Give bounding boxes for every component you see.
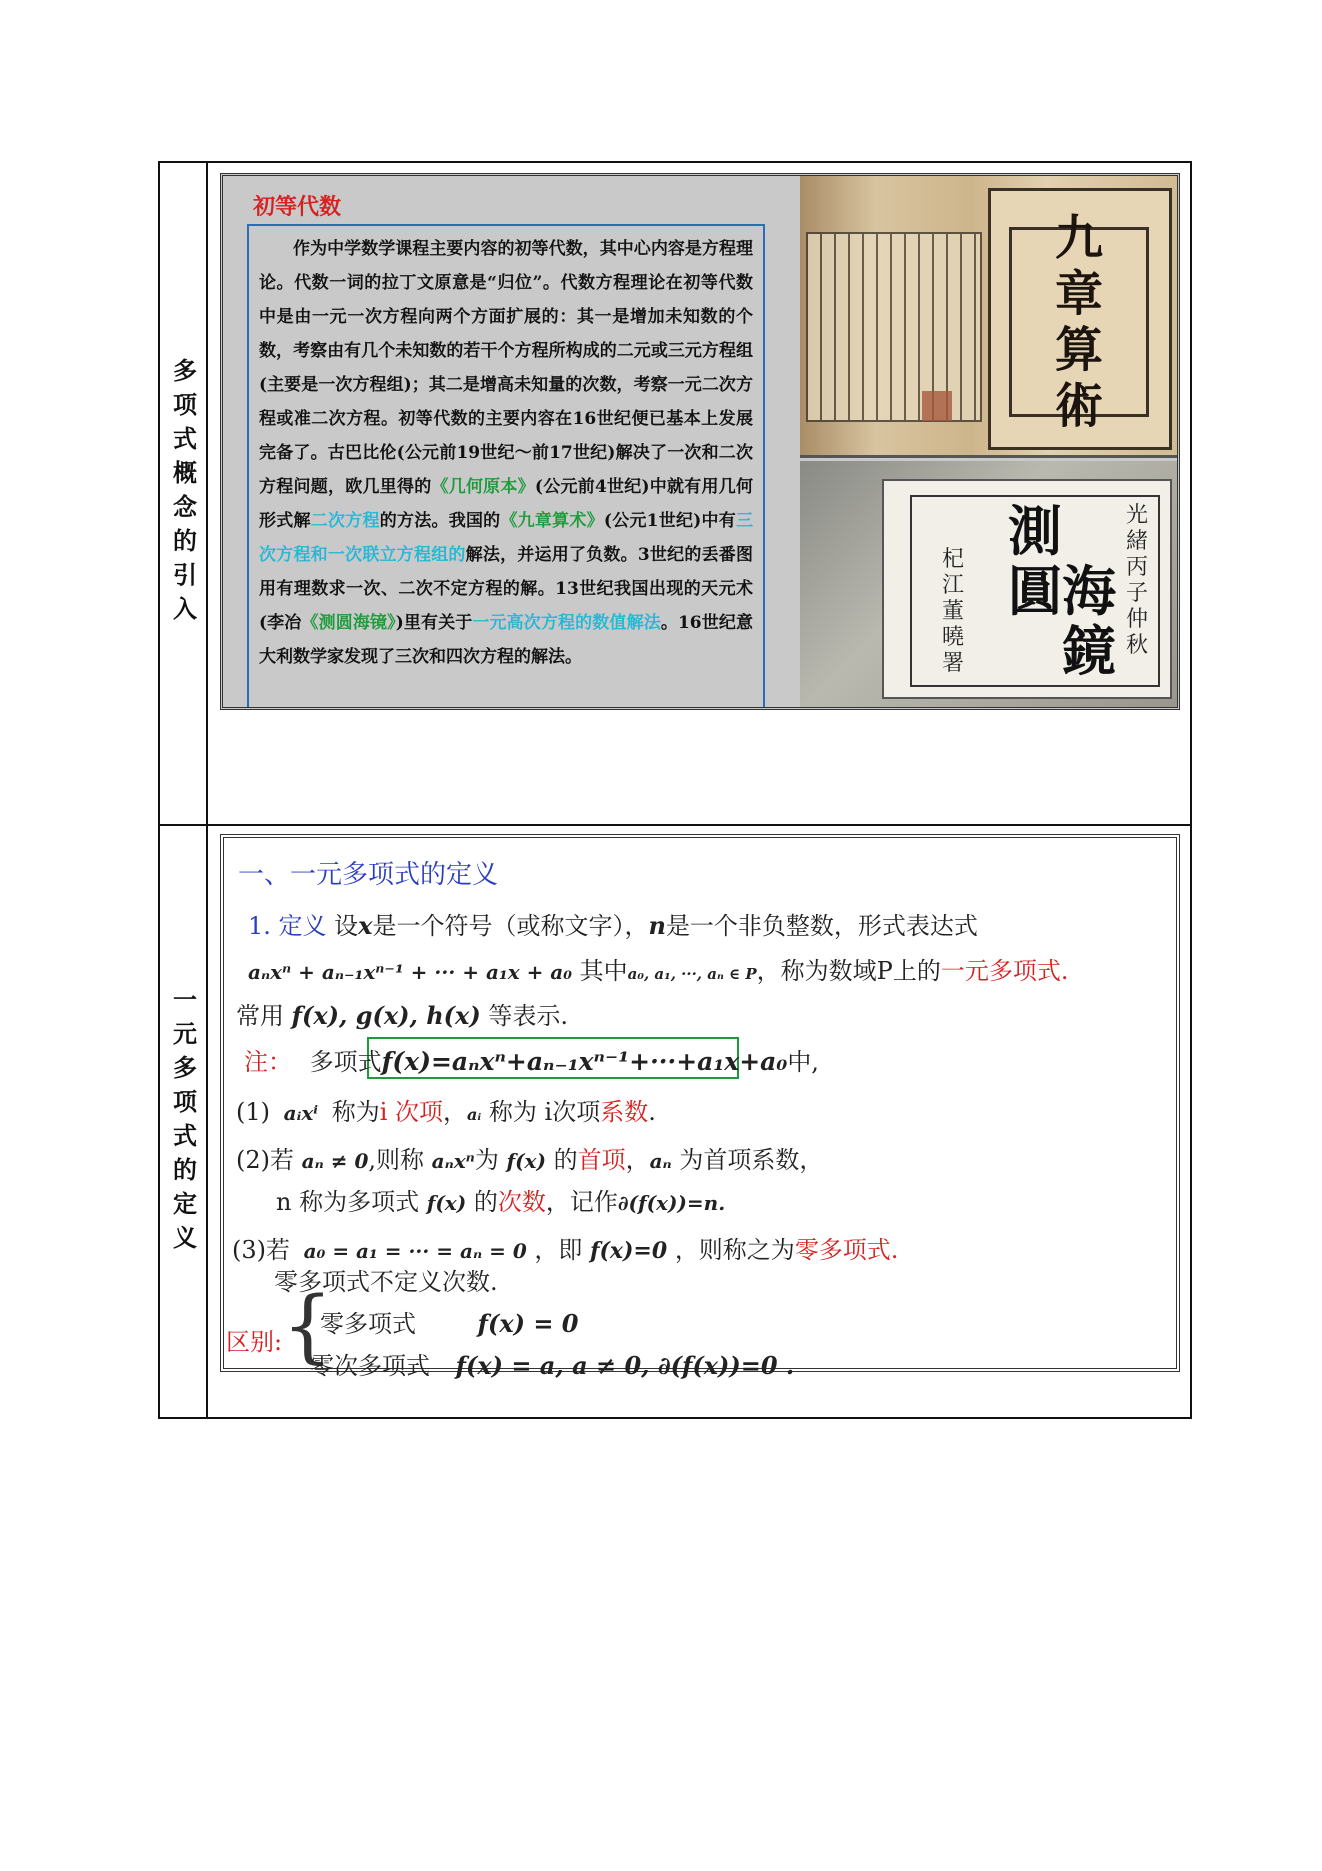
book-cover-image (988, 188, 1172, 450)
cover-title-char: 鏡 (1062, 619, 1116, 683)
book-title-char: 章 (1054, 266, 1103, 322)
jiuzhang-suanshu-photo (800, 176, 1180, 458)
cover-title-column (1008, 501, 1062, 621)
slide-polynomial-definition (220, 834, 1180, 1380)
cover-side-column (1126, 503, 1148, 659)
cover-side-char: 江 (942, 573, 965, 598)
math-condition: a₀ = a₁ = ··· = aₙ = 0 (303, 1239, 527, 1263)
text-run: 是一个符号（或称文字）， (372, 912, 649, 940)
cover-side-char: 光 (1126, 503, 1149, 528)
math-condition: aₙ ≠ 0 (301, 1149, 369, 1173)
text-run: 是一个非负整数，形式表达式 (665, 912, 978, 940)
text-run: 其中 (579, 957, 628, 985)
item-3-note: 零多项式不定义次数. (274, 1268, 498, 1296)
book-title-char: 算 (1054, 322, 1103, 378)
ceyuan-haijing-photo (800, 461, 1180, 710)
math-term: f(x) (506, 1149, 546, 1173)
text-run: ， (443, 1098, 468, 1126)
text-run: 的方法。我国的 (379, 511, 501, 531)
term-name: 零多项式 (320, 1310, 416, 1338)
text-run: )里有关于 (395, 613, 473, 633)
math-term: f(x)=0 (590, 1238, 668, 1264)
cover-title-char: 測 (1008, 499, 1062, 563)
content-table (158, 161, 1192, 1419)
cover-title-column (1062, 561, 1116, 681)
book-title-char: 九 (1054, 210, 1103, 266)
text-run: (公元1世纪)中有 (603, 511, 737, 531)
polynomial-expression: aₙxⁿ + aₙ₋₁xⁿ⁻¹ + ··· + a₁x + a₀ (248, 960, 573, 984)
cover-side-char: 子 (1126, 581, 1149, 606)
degree-notation: ∂(f(x))=n. (617, 1191, 726, 1215)
text-run: 作为中学数学课程主要内容的初等代数，其中心内容是方程理论。代数一词的拉丁文原意是“归位”。代数方程理论在初等代数中是由一元一次方程向两个方面扩展的：其一是增加未知数的个数，考察由有几个未知数的若干个方程所构成的二元或三元方程组(主要是一次方程组)；其二是增高未知量的次数，考察一元二次方程或准二次方程。初等代数的主要内容在16世纪便已基本上发展完备了。古巴比伦(公元前19世纪～前17世纪)解决了一次和二次方程问题，欧几里得的 (259, 239, 753, 497)
highlight-text: 三次方程和一次联立方程组的 (259, 511, 754, 565)
cover-side-char: 董 (942, 599, 965, 624)
math-term: aₙ (649, 1149, 672, 1173)
difference-row-zero (320, 1304, 579, 1339)
definition-line (248, 906, 978, 941)
text-run: 为 (474, 1146, 499, 1174)
cover-title-char: 海 (1062, 559, 1116, 623)
highlight-text: 《几何原本》 (431, 477, 535, 497)
text-run: 多项式 (309, 1048, 382, 1076)
term-highlight: 首项 (577, 1146, 626, 1174)
item-2 (236, 1140, 823, 1175)
highlight-text: 《九章算术》 (500, 511, 604, 531)
item-number: (3)若 (232, 1236, 290, 1264)
cover-frame (910, 495, 1160, 687)
cover-side-char: 杞 (942, 547, 965, 572)
text-run: ,则称 (368, 1146, 424, 1174)
text-run: 解法，并运用了负数。3世纪的丢番图用有理数求一次、二次不定方程的解。13世纪我国出现的天元术(李冶 (259, 545, 754, 633)
math-symbol: n (648, 911, 666, 940)
cover-side-column (942, 547, 964, 677)
term-highlight: 零多项式. (794, 1236, 899, 1264)
cover-side-char: 仲 (1126, 607, 1149, 632)
text-run: . (648, 1098, 656, 1126)
book-cover-image (882, 479, 1172, 699)
difference-label: 区别: (226, 1328, 283, 1356)
text-run: ，即 (534, 1236, 583, 1264)
cover-side-char: 署 (942, 651, 965, 676)
text-run: 设 (334, 912, 359, 940)
text-run: 称为 i次项 (488, 1098, 601, 1126)
text-run: ，称为数域P上的 (756, 957, 941, 985)
cover-side-char: 丙 (1126, 555, 1149, 580)
intro-text-box (247, 224, 765, 710)
term-highlight: 次数 (497, 1188, 546, 1216)
term-highlight: 系数 (600, 1098, 649, 1126)
polynomial-line (248, 951, 1068, 986)
book-cover-title (1009, 210, 1149, 434)
highlight-text: 二次方程 (310, 511, 380, 531)
slide-title: 初等代数 (253, 194, 342, 220)
definition-number: 1. 定义 (248, 912, 327, 940)
item-1 (236, 1092, 656, 1127)
term-highlight: 一元多项式. (940, 957, 1069, 985)
text-run: 为首项系数， (679, 1146, 824, 1174)
table-row-definition (160, 826, 1190, 1419)
coefficient-set: a₀, a₁, ···, aₙ ∈ P (627, 965, 757, 983)
item-number: (1) (236, 1098, 270, 1126)
text-run: 。16世纪意大利数学家发现了三次和四次方程的解法。 (259, 613, 754, 667)
highlight-text: 一元高次方程的数值解法 (472, 613, 661, 633)
note-formula: f(x)=aₙxⁿ+aₙ₋₁xⁿ⁻¹+···+a₁x+a₀ (381, 1047, 788, 1076)
text-run: 中, (787, 1048, 819, 1076)
item-3 (232, 1230, 898, 1265)
math-symbol: x (358, 911, 373, 940)
text-run: 等表示. (488, 1002, 568, 1030)
text-run: ， (625, 1146, 650, 1174)
cover-side-char: 秋 (1126, 633, 1149, 658)
row-label-definition: 一元多项式的定义 (168, 986, 197, 1259)
math-term: f(x) (426, 1191, 467, 1215)
function-names: f(x), g(x), h(x) (291, 1001, 481, 1030)
note-line (244, 1042, 819, 1077)
math-term: aₙxⁿ (431, 1149, 475, 1173)
book-title-char: 術 (1054, 378, 1103, 434)
cover-side-char: 曉 (942, 625, 965, 650)
math-term: aᵢxⁱ (283, 1101, 319, 1125)
seal-stamp (922, 391, 952, 421)
text-run: 称为 (331, 1098, 380, 1126)
text-run: (公元前4世纪)中就有用几何形式解 (259, 477, 754, 531)
row-label-intro: 多项式概念的引入 (168, 357, 197, 630)
note-label: 注： (244, 1048, 292, 1076)
left-brace: { (282, 1279, 333, 1372)
row-label-cell (160, 826, 208, 1419)
text-run: n 称为多项式 (276, 1188, 420, 1216)
cover-side-char: 緒 (1126, 529, 1149, 554)
table-row-intro (160, 163, 1190, 826)
text-run: ，记作 (545, 1188, 618, 1216)
slide-heading: 一、一元多项式的定义 (238, 860, 499, 890)
difference-row-degree-zero (310, 1346, 794, 1381)
text-run: 的 (473, 1188, 498, 1216)
term-highlight: i 次项 (379, 1098, 444, 1126)
math-term: aᵢ (467, 1105, 482, 1124)
highlight-text: 《测圆海镜》 (301, 613, 396, 633)
row-label-cell (160, 163, 208, 824)
text-run: 常用 (236, 1002, 284, 1030)
term-name: 零次多项式 (310, 1352, 430, 1380)
math-formula: f(x) = 0 (477, 1309, 579, 1338)
item-2-degree (276, 1182, 725, 1217)
cover-title-char: 圓 (1008, 559, 1062, 623)
common-notation-line (236, 996, 568, 1031)
slide-elementary-algebra (220, 173, 1180, 710)
text-run: 的 (553, 1146, 578, 1174)
text-run: ，则称之为 (674, 1236, 795, 1264)
book-pages-image (806, 232, 982, 422)
item-number: (2)若 (236, 1146, 294, 1174)
math-formula: f(x) = a, a ≠ 0, ∂(f(x))=0 . (455, 1351, 795, 1380)
